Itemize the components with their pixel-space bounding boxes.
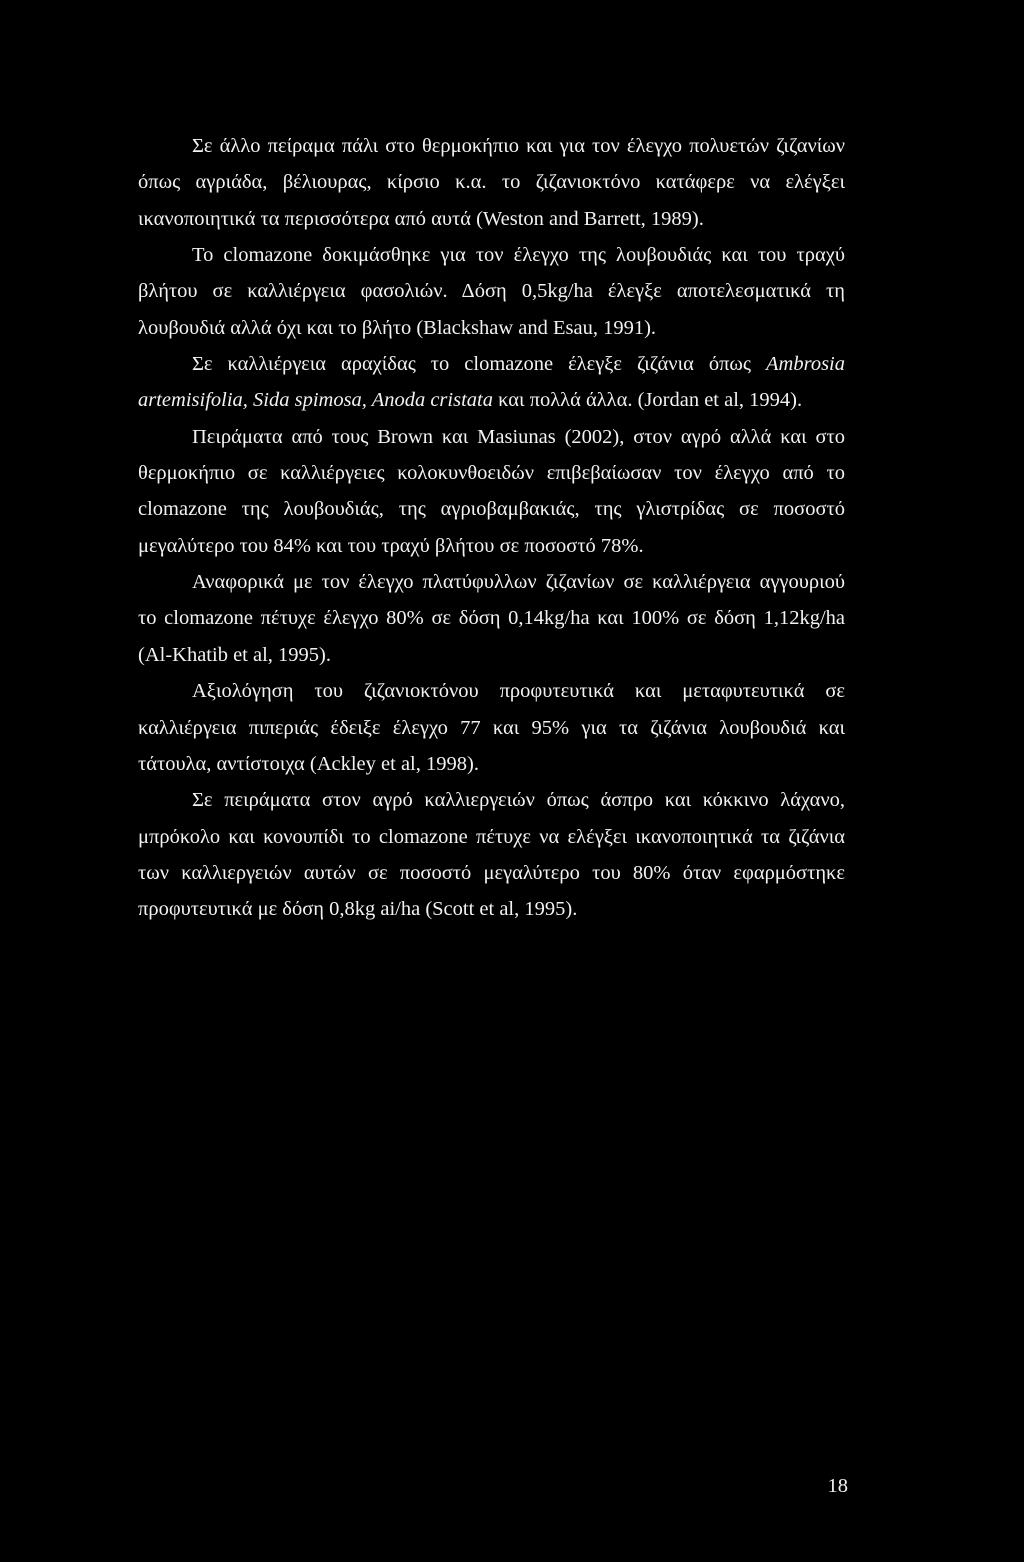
- paragraph-line: Σε πειράματα στον αγρό καλλιεργειών όπως άσπρο και κόκκινο λάχανο,: [192, 789, 845, 812]
- paragraph-line: [138, 346, 845, 382]
- paragraph-line: προφυτευτικά με δόση 0,8kg ai/ha (Scott et al, 1995).: [138, 898, 578, 921]
- paragraph-line: το clomazone πέτυχε έλεγχο 80% σε δόση 0,14kg/ha και 100% σε δόση 1,12kg/ha: [138, 607, 845, 630]
- paragraph-line: μπρόκολο και κονουπίδι το clomazone πέτυχε να ελέγξει ικανοποιητικά τα ζιζάνια: [138, 825, 845, 848]
- paragraph-line: των καλλιεργειών αυτών σε ποσοστό μεγαλύτερο του 80% όταν εφαρμόστηκε: [138, 861, 845, 884]
- paragraph-line: Αναφορικά με τον έλεγχο πλατύφυλλων ζιζανίων σε καλλιέργεια αγγουριού: [192, 571, 845, 594]
- text-body: [138, 128, 845, 928]
- paragraph-4: [138, 419, 845, 564]
- plain-text: Σε καλλιέργεια αραχίδας το clomazone έλεγξε ζιζάνια όπως: [192, 353, 752, 376]
- paragraph-line: To clomazone δοκιμάσθηκε για τον έλεγχο της λουβουδιάς και του τραχύ: [192, 244, 845, 267]
- paragraph-line: ικανοποιητικά τα περισσότερα από αυτά (Weston and Barrett, 1989).: [138, 207, 704, 230]
- paragraph-line: βλήτου σε καλλιέργεια φασολιών. Δόση 0,5kg/ha έλεγξε αποτελεσματικά τη: [138, 280, 845, 303]
- paragraph-line: Αξιολόγηση του ζιζανιοκτόνου προφυτευτικά και μεταφυτευτικά σε: [192, 680, 845, 703]
- paragraph-line: τάτουλα, αντίστοιχα (Ackley et al, 1998).: [138, 752, 479, 775]
- paragraph-line: (Al-Khatib et al, 1995).: [138, 643, 331, 666]
- species-name: Ambrosia: [766, 353, 845, 376]
- paragraph-line: λουβουδιά αλλά όχι και το βλήτο (Blackshaw and Esau, 1991).: [138, 316, 657, 339]
- page-number: 18: [827, 1475, 848, 1497]
- paragraph-2: [138, 237, 845, 346]
- paragraph-7: [138, 782, 845, 927]
- paragraph-line: μεγαλύτερο του 84% και του τραχύ βλήτου σε ποσοστό 78%.: [138, 534, 644, 557]
- paragraph-line: [138, 382, 845, 418]
- paragraph-5: [138, 564, 845, 673]
- paragraph-1: [138, 128, 845, 237]
- paragraph-line: Σε άλλο πείραμα πάλι στο θερμοκήπιο και για τον έλεγχο πολυετών ζιζανίων: [192, 135, 845, 157]
- paragraph-3: [138, 346, 845, 419]
- paragraph-line: καλλιέργεια πιπεριάς έδειξε έλεγχο 77 και 95% για τα ζιζάνια λουβουδιά και: [138, 716, 845, 739]
- paragraph-6: [138, 673, 845, 782]
- paragraph-line: Πειράματα από τους Brown και Masiunas (2002), στον αγρό αλλά και στο: [192, 425, 845, 448]
- paragraph-line: όπως αγριάδα, βέλιουρας, κίρσιο κ.α. το ζιζανιοκτόνο κατάφερε να ελέγξει: [138, 171, 845, 194]
- paragraph-line: clomazone της λουβουδιάς, της αγριοβαμβακιάς, της γλιστρίδας σε ποσοστό: [138, 498, 845, 521]
- paragraph-line: θερμοκήπιο σε καλλιέργειες κολοκυνθοειδών επιβεβαίωσαν τον έλεγχο από το: [138, 462, 845, 485]
- plain-text: και πολλά άλλα. (Jordan et al, 1994).: [498, 389, 803, 412]
- species-names: artemisifolia, Sida spimosa, Anoda cristata: [138, 389, 493, 412]
